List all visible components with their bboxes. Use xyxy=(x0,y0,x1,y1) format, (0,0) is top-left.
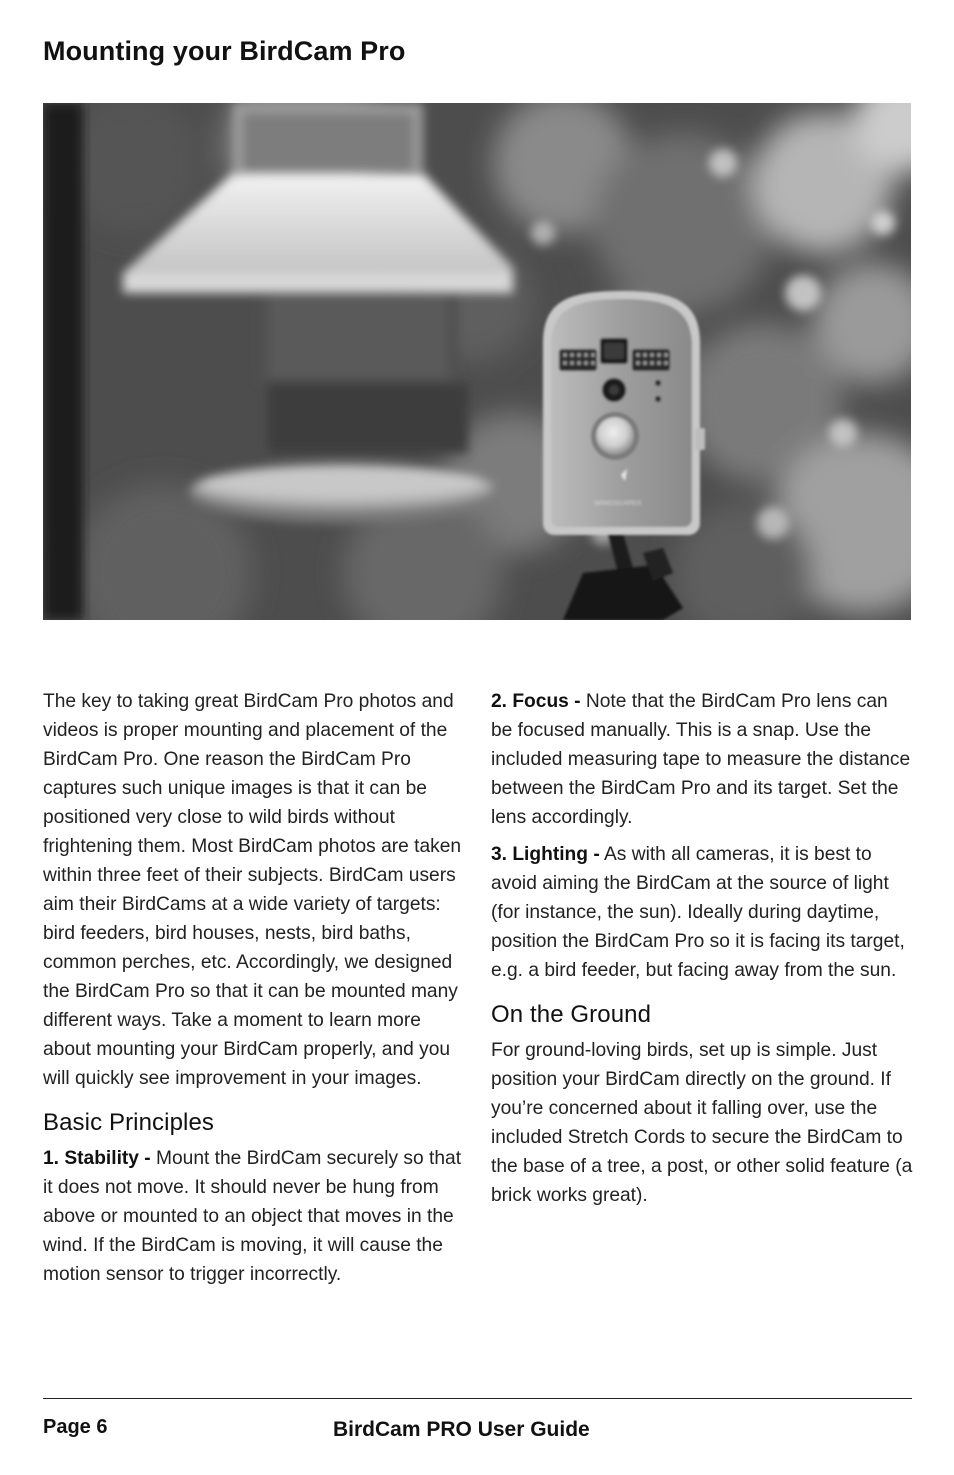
focus-lead: 2. Focus - xyxy=(491,691,581,712)
basic-principles-heading: Basic Principles xyxy=(43,1109,214,1136)
lighting-lead: 3. Lighting - xyxy=(491,844,600,865)
birdcam-feeder-photo xyxy=(43,103,911,620)
camera-brand-label: WINGSCAPES xyxy=(594,500,642,507)
lighting-paragraph xyxy=(491,840,913,985)
left-column xyxy=(43,687,465,1297)
footer-divider xyxy=(43,1398,912,1399)
page-title: Mounting your BirdCam Pro xyxy=(43,36,406,66)
right-column xyxy=(491,687,913,1218)
stability-text: Mount the BirdCam securely so that it does not move. It should never be hung from above or mounted to an object that moves in the wind. If the BirdCam is moving, it will cause the motion sensor to trigger incorrectly. xyxy=(43,1148,462,1285)
footer-page-number: Page 6 xyxy=(43,1416,108,1438)
stability-lead: 1. Stability - xyxy=(43,1148,151,1169)
footer-guide-title: BirdCam PRO User Guide xyxy=(333,1418,590,1441)
focus-text: Note that the BirdCam Pro lens can be focused manually. This is a snap. Use the included measuring tape to measure the distance between the BirdCam Pro and its target. Set the lens accordingly. xyxy=(491,691,911,828)
focus-paragraph xyxy=(491,687,913,832)
on-the-ground-heading: On the Ground xyxy=(491,1001,652,1028)
intro-paragraph: The key to taking great BirdCam Pro photos and videos is proper mounting and placement of the BirdCam Pro. One reason the BirdCam Pro captures such unique images is that it can be positioned very close to wild birds without frightening them. Most BirdCam photos are taken within three feet of their subjects. BirdCam users aim their BirdCams at a wide variety of targets: bird feeders, bird houses, nests, bird baths, common perches, etc. Accordingly, we designed the BirdCam Pro so that it can be mounted many different ways. Take a moment to learn more about mounting your BirdCam properly, and you will quickly see improvement in your images. xyxy=(43,691,462,1089)
birdcam-camera xyxy=(543,291,705,535)
lighting-text: As with all cameras, it is best to avoid aiming the BirdCam at the source of light (for instance, the sun). Ideally during daytime, position the BirdCam Pro so it is facing its target, e.g. a bird feeder, but facing away from the sun. xyxy=(491,844,905,981)
stability-paragraph xyxy=(43,1144,465,1289)
ground-paragraph: For ground-loving birds, set up is simple. Just position your BirdCam directly on the ground. If you’re concerned about it falling over, use the included Stretch Cords to secure the BirdCam to the base of a tree, a post, or other solid feature (a brick works great). xyxy=(491,1040,913,1206)
